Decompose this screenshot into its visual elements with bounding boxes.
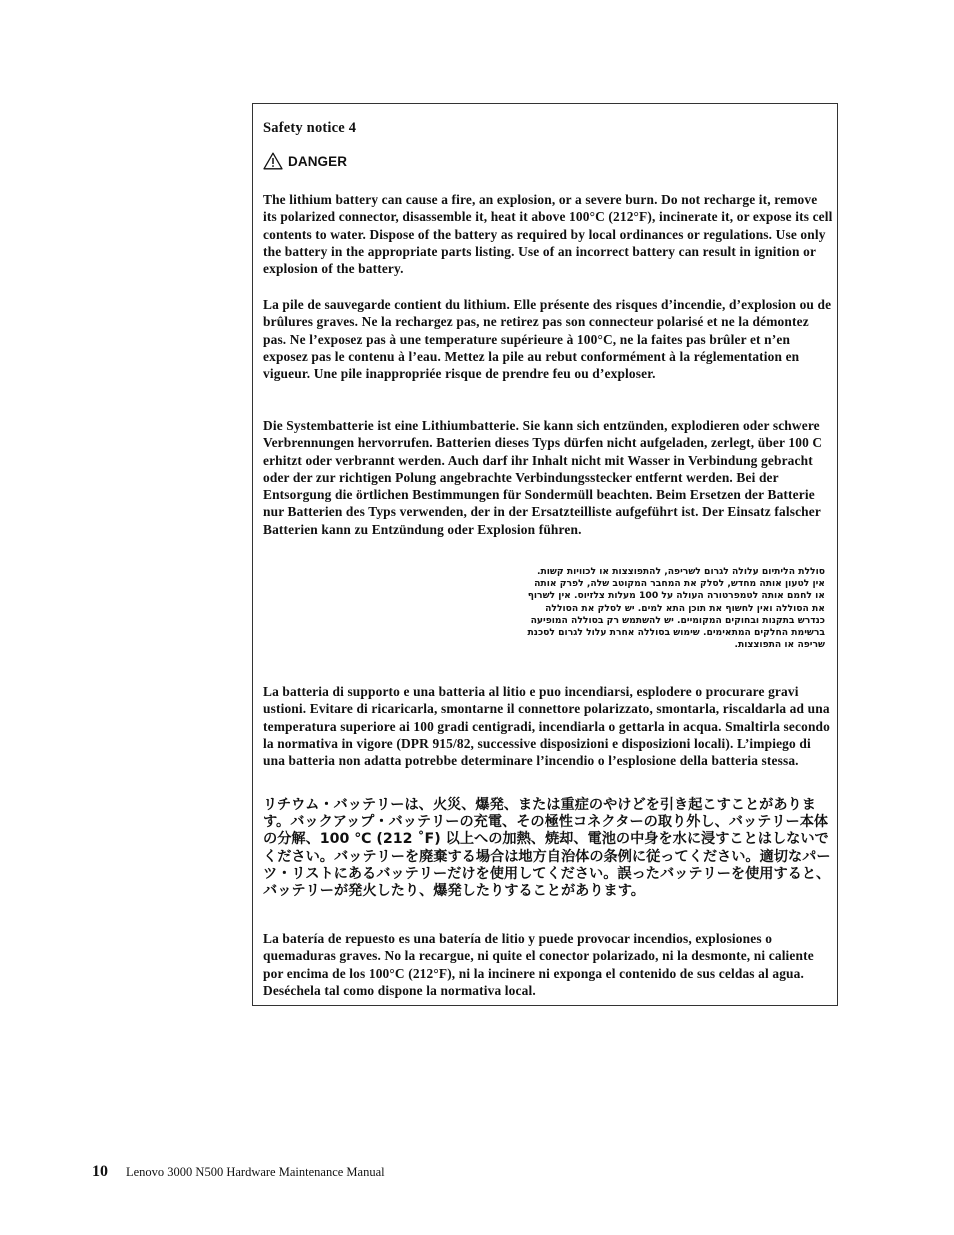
page-footer bbox=[92, 1163, 385, 1181]
danger-label: DANGER bbox=[288, 153, 348, 169]
warning-triangle-icon bbox=[263, 152, 283, 170]
notice-text-italian: La batteria di supporto e una batteria al litio e puo incendiarsi, esplodere o procurare gravi ustioni. Evitare di ricaricarla, smontarne il connettore polarizzato, smontarla, riscaldarla ad una temperatura superiore ai 100 gradi centigradi, incendiarla o gettarla in acqua. Smaltirla secondo la normativa in vigore (DPR 915/82, successive disposizioni e disposizioni locali). L’impiego di una batteria non adatta potrebbe determinare l’incendio o l’esplosione della batteria stessa. bbox=[263, 684, 830, 769]
safety-notice-box bbox=[252, 103, 838, 1006]
notice-text-french: La pile de sauvegarde contient du lithium. Elle présente des risques d’incendie, d’explosion ou de brûlures graves. Ne la rechargez pas, ne retirez pas son connecteur polarisé et ne la démontez pas. Ne l’exposez pas à une temperature supérieure à 100°C, ne la faites pas brûler et n’en exposez pas le contenu à l’eau. Mettez la pile au rebut conformément à la réglementation en vigueur. Une pile inappropriée risque de prendre feu ou d’exploser. bbox=[263, 297, 832, 382]
notice-text-english: The lithium battery can cause a fire, an explosion, or a severe burn. Do not recharge it, remove its polarized connector, disassemble it, heat it above 100°C (212°F), incinerate it, or expose its cell contents to water. Dispose of the battery as required by local ordinances or regulations. Use only the battery in the appropriate parts listing. Use of an incorrect battery can result in ignition or explosion of the battery. bbox=[263, 192, 833, 277]
notice-text-hebrew: סוללת הליתיום עלולה לגרום לשריפה, להתפוצצות או לכוויות קשות. אין לטעון אותה מחדש, לסלק את המחבר המקוטב שלה, לפרק אותה או לחמם אותה לטמפרטורה העולה על 100 מעלות צלזיוס. אין לשרוף את הסוללה ואין לחשוף את תוכן התא למים. יש לסלק את הסוללה כנדרש בתקנות ובחוקים המקומיים. יש להשתמש רק בסוללה המופיעה ברשימת החלקים המתאימים. שימוש בסוללה אחרת עלול לגרום לסכנת שריפה או התפוצצות. bbox=[527, 566, 825, 651]
notice-text-spanish: La batería de repuesto es una batería de litio y puede provocar incendios, explosiones o quemaduras graves. No la recargue, ni quite el conector polarizado, ni la desmonte, ni caliente por encima de los 100°C (212°F), ni la incinere ni exponga el contenido de sus celdas al agua. Deséchela tal como dispone la normativa local. bbox=[263, 931, 814, 998]
notice-text-german: Die Systembatterie ist eine Lithiumbatterie. Sie kann sich entzünden, explodieren oder schwere Verbrennungen hervorrufen. Batterien dieses Typs dürfen nicht aufgeladen, zerlegt, über 100 C erhitzt oder verbrannt werden. Auch darf ihr Inhalt nicht mit Wasser in Verbindung gebracht oder der zur richtigen Polung angebrachte Verbindungsstecker entfernt werden. Bei der Entsorgung die örtlichen Bestimmungen für Sondermüll beachten. Beim Ersetzen der Batterie nur Batterien des Typs verwenden, der in der Ersatzteilliste aufgeführt ist. Der Einsatz falscher Batterien kann zu Entzündung oder Explosion führen. bbox=[263, 418, 823, 537]
danger-heading bbox=[263, 151, 347, 171]
page-number: 10 bbox=[92, 1163, 108, 1180]
notice-title: Safety notice 4 bbox=[263, 120, 357, 136]
notice-text-japanese: リチウム・バッテリーは、火災、爆発、または重症のやけどを引き起こすことがあります。バックアップ・バッテリーの充電、その極性コネクターの取り外し、バッテリー本体の分解、100 ℃ (212 ˚F) 以上への加熱、焼却、電池の中身を水に浸すことはしないでください。バッテリーを廃棄する場合は地方自治体の条例に従ってください。適切なパーツ・リストにあるバッテリーだけを使用してください。誤ったバッテリーを使用すると、バッテリーが発火したり、爆発したりすることがあります。 bbox=[263, 797, 831, 900]
manual-title: Lenovo 3000 N500 Hardware Maintenance Manual bbox=[126, 1165, 385, 1179]
